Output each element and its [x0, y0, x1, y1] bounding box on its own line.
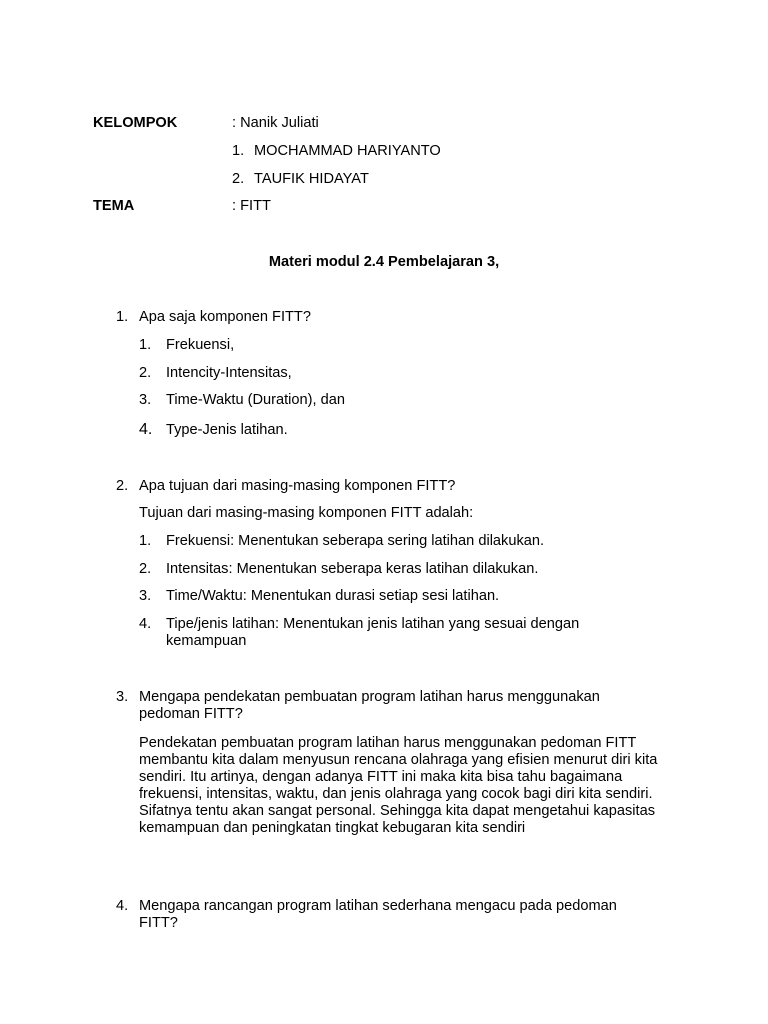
- list-item: Intencity-Intensitas,: [166, 365, 292, 381]
- tema-value: : FITT: [232, 198, 271, 214]
- list-item: Frekuensi: Menentukan seberapa sering latihan dilakukan.: [166, 533, 545, 549]
- answer-paragraph: Pendekatan pembuatan program latihan harus menggunakan pedoman FITT membantu kita dalam menyusun rencana olahraga yang efisien menurut diri kita sendiri. Itu artinya, dengan adanya FITT ini maka kita bisa tahu bagaimana frekuensi, intensitas, waktu, dan jenis olahraga yang cocok bagi diri kita sendiri. Sifatnya tentu akan sangat personal. Sehingga kita dapat mengetahui kapasitas kemampuan dan peningkatan tingkat kebugaran kita sendiri: [139, 735, 658, 836]
- member-number: 1.: [232, 143, 245, 159]
- list-item: Frekuensi,: [166, 337, 235, 353]
- kelompok-value: : Nanik Juliati: [232, 115, 319, 131]
- list-item: Tipe/jenis latihan: Menentukan jenis latihan yang sesuai dengan kemampuan: [166, 616, 580, 649]
- list-item-number: 4.: [139, 421, 153, 438]
- list-item: Intensitas: Menentukan seberapa keras latihan dilakukan.: [166, 561, 539, 577]
- list-item-number: 3.: [139, 588, 152, 604]
- list-item: Type-Jenis latihan.: [166, 422, 288, 438]
- list-item-number: 3.: [139, 392, 152, 408]
- member-name: MOCHAMMAD HARIYANTO: [254, 143, 441, 159]
- answer-intro: Tujuan dari masing-masing komponen FITT adalah:: [139, 505, 474, 521]
- member-name: TAUFIK HIDAYAT: [254, 171, 369, 187]
- tema-label: TEMA: [93, 198, 135, 214]
- question-text: Apa tujuan dari masing-masing komponen FITT?: [139, 478, 456, 494]
- document-title: Materi modul 2.4 Pembelajaran 3,: [268, 254, 500, 270]
- question-number: 3.: [116, 689, 129, 705]
- list-item-number: 4.: [139, 616, 152, 632]
- list-item-number: 2.: [139, 365, 152, 381]
- question-text: Mengapa rancangan program latihan sederhana mengacu pada pedoman FITT?: [139, 898, 617, 931]
- member-number: 2.: [232, 171, 245, 187]
- question-text: Mengapa pendekatan pembuatan program latihan harus menggunakan pedoman FITT?: [139, 689, 600, 722]
- list-item-number: 2.: [139, 561, 152, 577]
- list-item-number: 1.: [139, 337, 152, 353]
- kelompok-label: KELOMPOK: [93, 115, 178, 131]
- question-text: Apa saja komponen FITT?: [139, 309, 311, 325]
- list-item: Time-Waktu (Duration), dan: [166, 392, 345, 408]
- question-number: 1.: [116, 309, 129, 325]
- question-number: 4.: [116, 898, 129, 914]
- list-item: Time/Waktu: Menentukan durasi setiap sesi latihan.: [166, 588, 500, 604]
- question-number: 2.: [116, 478, 129, 494]
- list-item-number: 1.: [139, 533, 152, 549]
